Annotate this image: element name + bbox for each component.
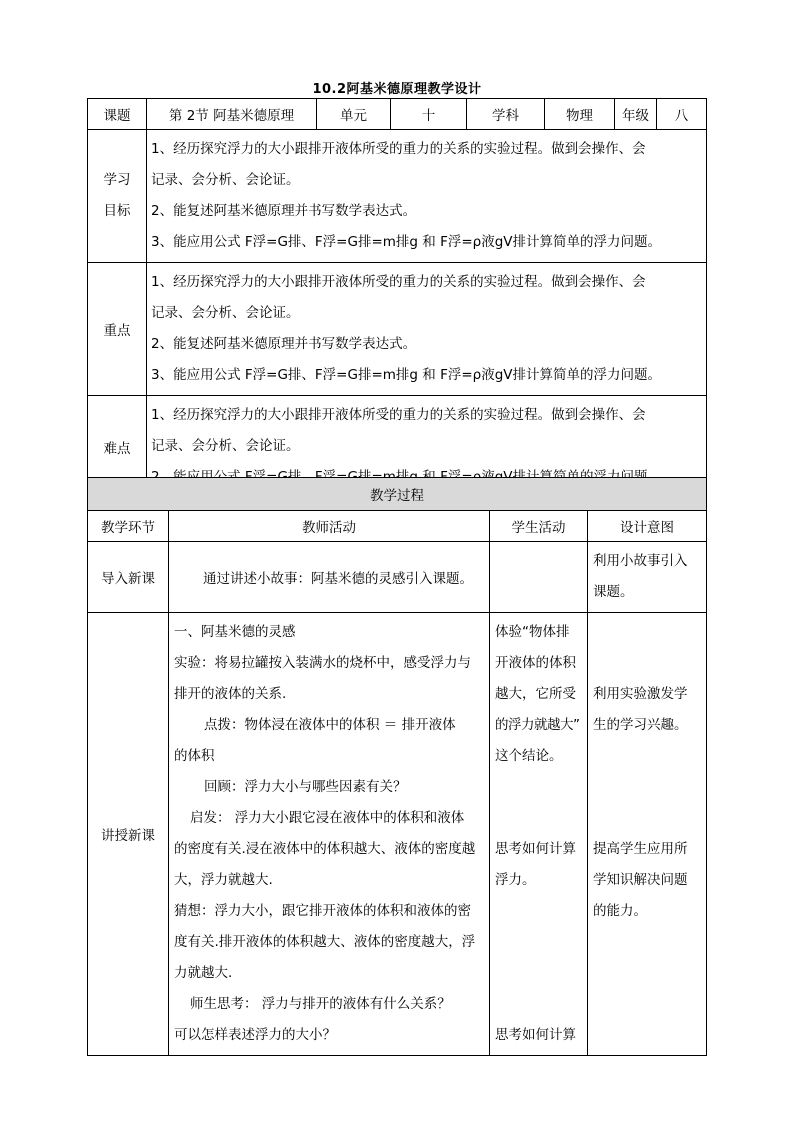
subject-value: 物理 [545,99,615,130]
lecture-intent [588,613,707,1056]
difficulty-item-1b: 记录、会分析、会论证。 [151,438,300,454]
subject-label: 学科 [467,99,545,130]
teacher-line: 力就越大. [174,965,233,981]
keypoint-item-1b: 记录、会分析、会论证。 [151,305,300,321]
process-heading-row [88,478,707,511]
teacher-line: 度有关.排开液体的体积越大、液体的密度越大，浮 [174,934,476,950]
lecture-student [490,613,588,1056]
teacher-line: 可以怎样表述浮力的大小？ [174,1027,336,1043]
process-heading: 教学过程 [88,478,707,511]
objective-item-2: 2、能复述阿基米德原理并书写数学表达式。 [151,203,417,219]
difficulties-label: 难点 [88,396,147,498]
unit-value: 十 [391,99,467,130]
lecture-teacher [169,613,490,1056]
student-line: 思考如何计算 [495,841,576,857]
document-title: 10.2阿基米德原理教学设计 [312,82,482,97]
intro-stage: 导入新课 [88,542,169,613]
intro-row [88,542,707,613]
lesson-info-table [87,98,707,498]
student-line: 的浮力就越大” [495,717,580,733]
intent-line: 的能力。 [593,903,647,919]
intro-student [490,542,588,613]
col-intent: 设计意图 [588,511,707,542]
intent-line: 学知识解决问题 [593,872,688,888]
intent-line: 利用实验激发学 [593,686,688,702]
keypoints-label: 重点 [88,263,147,396]
intent-line: 生的学习兴趣。 [593,717,688,733]
intro-teacher: 通过讲述小故事：阿基米德的灵感引入课题。 [169,542,490,613]
objectives-content [147,130,707,263]
teacher-line: 点拨：物体浸在液体中的体积 ＝ 排开液体 [204,717,456,733]
teacher-line: 大，浮力就越大. [174,872,273,888]
teacher-line: 启发： 浮力大小跟它浸在液体中的体积和液体 [190,810,465,826]
teacher-line: 排开的液体的关系. [174,686,287,702]
col-teacher: 教师活动 [169,511,490,542]
student-line: 体验“物体排 [495,624,570,640]
intent-line: 提高学生应用所 [593,841,688,857]
topic-value: 第 2节 阿基米德原理 [147,99,317,130]
intro-intent: 利用小故事引入 课题。 [588,542,707,613]
objective-item-1a: 1、经历探究浮力的大小跟排开液体所受的重力的关系的实验过程。做到会操作、会 [151,141,646,157]
topic-label: 课题 [88,99,147,130]
student-line: 开液体的体积 [495,655,576,671]
teacher-line: 的体积 [174,748,215,764]
objective-item-3: 3、能应用公式 F浮=G排、F浮=G排=m排g 和 F浮=ρ液gV排计算简单的浮力问题。 [151,234,662,250]
student-line: 这个结论。 [495,748,563,764]
header-row [88,99,707,130]
teacher-line: 猜想：浮力大小，跟它排开液体的体积和液体的密 [174,903,471,919]
student-line: 思考如何计算 [495,1027,576,1043]
teacher-line: 回顾：浮力大小与哪些因素有关？ [204,779,407,795]
keypoint-item-2: 2、能复述阿基米德原理并书写数学表达式。 [151,336,417,352]
keypoints-content [147,263,707,396]
process-columns-row [88,511,707,542]
grade-value: 八 [657,99,707,130]
keypoint-item-1a: 1、经历探究浮力的大小跟排开液体所受的重力的关系的实验过程。做到会操作、会 [151,274,646,290]
teacher-line: 实验：将易拉罐按入装满水的烧杯中，感受浮力与 [174,655,471,671]
keypoint-item-3: 3、能应用公式 F浮=G排、F浮=G排=m排g 和 F浮=ρ液gV排计算简单的浮力问题。 [151,367,662,383]
objectives-row [88,130,707,263]
unit-label: 单元 [317,99,391,130]
col-stage: 教学环节 [88,511,169,542]
lecture-row [88,613,707,1056]
objective-item-1b: 记录、会分析、会论证。 [151,172,300,188]
grade-label: 年级 [615,99,657,130]
difficulty-item-1a: 1、经历探究浮力的大小跟排开液体所受的重力的关系的实验过程。做到会操作、会 [151,407,646,423]
lecture-stage: 讲授新课 [88,613,169,1056]
student-line: 浮力。 [495,872,536,888]
objectives-label: 学习 目标 [88,130,147,263]
student-line: 越大，它所受 [495,686,576,702]
col-student: 学生活动 [490,511,588,542]
teacher-line: 的密度有关.浸在液体中的体积越大、液体的密度越 [174,841,476,857]
teaching-process-table [87,477,707,1056]
teacher-line: 一、阿基米德的灵感 [174,624,296,640]
keypoints-row [88,263,707,396]
teacher-line: 师生思考： 浮力与排开的液体有什么关系？ [190,996,451,1012]
